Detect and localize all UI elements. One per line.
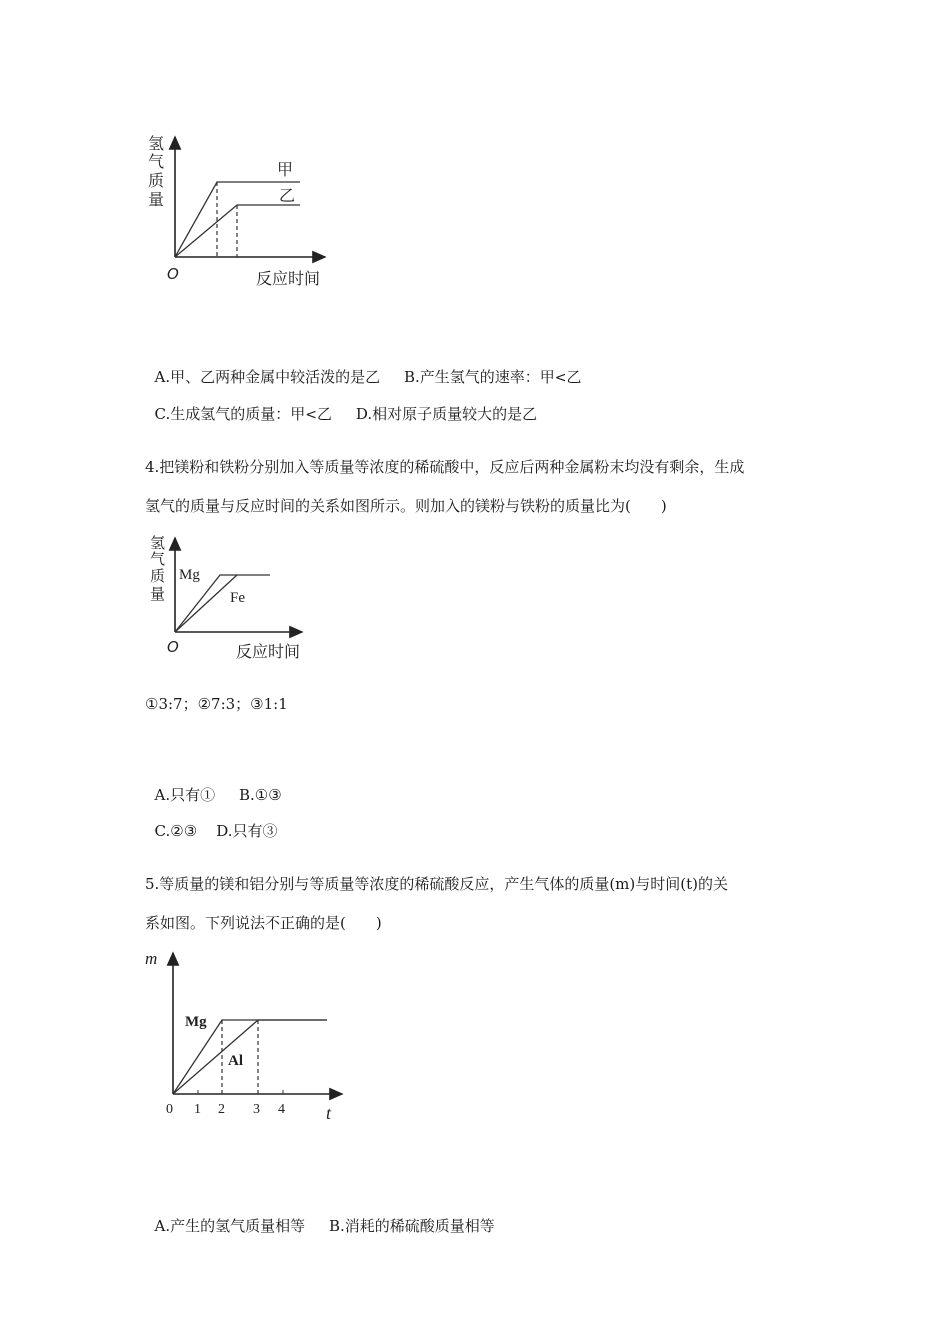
q4-option-a[interactable]: A.只有① bbox=[154, 786, 216, 804]
q3-option-c[interactable]: C.生成氢气的质量：甲<乙 bbox=[154, 405, 333, 423]
xlabel: t bbox=[326, 1103, 332, 1123]
ylabel-char-2: 气 bbox=[150, 550, 166, 568]
ylabel-char-1: 氢 bbox=[148, 134, 165, 153]
ylabel: m bbox=[145, 949, 158, 968]
q4-options-row-1 bbox=[145, 765, 282, 805]
q4-stem-line-2: 氢气的质量与反应时间的关系如图所示。则加入的镁粉与铁粉的质量比为( ) bbox=[145, 497, 667, 515]
q3-option-a[interactable]: A.甲、乙两种金属中较活泼的是乙 bbox=[154, 368, 381, 386]
q3-option-d[interactable]: D.相对原子质量较大的是乙 bbox=[355, 405, 538, 423]
series-label-mg: Mg bbox=[185, 1014, 207, 1030]
q4-options-row-2 bbox=[145, 801, 278, 841]
ylabel-char-4: 量 bbox=[148, 190, 165, 209]
q4-option-b[interactable]: B.①③ bbox=[239, 786, 282, 804]
ylabel-char-4: 量 bbox=[150, 585, 166, 603]
series-label-jia: 甲 bbox=[277, 160, 294, 179]
series-mg-line bbox=[175, 575, 270, 632]
q5-option-b[interactable]: B.消耗的稀硫酸质量相等 bbox=[329, 1217, 495, 1235]
origin-label: 0 bbox=[166, 1102, 173, 1117]
q4-option-d[interactable]: D.只有③ bbox=[216, 822, 278, 840]
origin-label: O bbox=[167, 638, 179, 656]
series-label-fe: Fe bbox=[230, 590, 245, 606]
ylabel-char-3: 质 bbox=[150, 567, 166, 585]
q4-option-c[interactable]: C.②③ bbox=[154, 822, 198, 840]
q4-choices: ①3:7；②7:3；③1:1 bbox=[145, 695, 288, 713]
series-fe-line bbox=[175, 575, 237, 632]
ylabel-char-2: 气 bbox=[148, 152, 165, 171]
origin-label: O bbox=[167, 265, 179, 283]
x-tick-3: 3 bbox=[253, 1102, 260, 1117]
figure-q3 bbox=[140, 125, 340, 295]
series-label-mg: Mg bbox=[179, 567, 200, 583]
q3-options-row-2 bbox=[145, 384, 537, 425]
q4-stem-line-1: 4.把镁粉和铁粉分别加入等质量等浓度的稀硫酸中，反应后两种金属粉末均没有剩余，生成 bbox=[145, 458, 745, 476]
x-tick-1: 1 bbox=[194, 1102, 201, 1117]
x-tick-4: 4 bbox=[278, 1102, 285, 1117]
x-tick-2: 2 bbox=[218, 1102, 225, 1117]
q3-option-b[interactable]: B.产生氢气的速率：甲<乙 bbox=[404, 368, 582, 386]
series-label-al: Al bbox=[228, 1053, 243, 1069]
ylabel-char-1: 氢 bbox=[150, 534, 166, 552]
q5-stem-line-2: 系如图。下列说法不正确的是( ) bbox=[145, 914, 382, 932]
q5-stem-line-1: 5.等质量的镁和铝分别与等质量等浓度的稀硫酸反应，产生气体的质量(m)与时间(t)的关 bbox=[145, 875, 728, 893]
series-line-al bbox=[173, 1020, 327, 1094]
figure-q4 bbox=[140, 530, 320, 665]
xlabel: 反应时间 bbox=[256, 269, 321, 288]
series-label-yi: 乙 bbox=[279, 186, 296, 205]
q5-option-a[interactable]: A.产生的氢气质量相等 bbox=[154, 1217, 306, 1235]
ylabel-char-3: 质 bbox=[148, 171, 165, 190]
xlabel: 反应时间 bbox=[236, 642, 301, 661]
q5-options-row-1 bbox=[145, 1196, 495, 1236]
figure-q5 bbox=[140, 945, 360, 1125]
series-line-mg bbox=[173, 1020, 327, 1094]
q3-options-row-1 bbox=[145, 347, 582, 388]
